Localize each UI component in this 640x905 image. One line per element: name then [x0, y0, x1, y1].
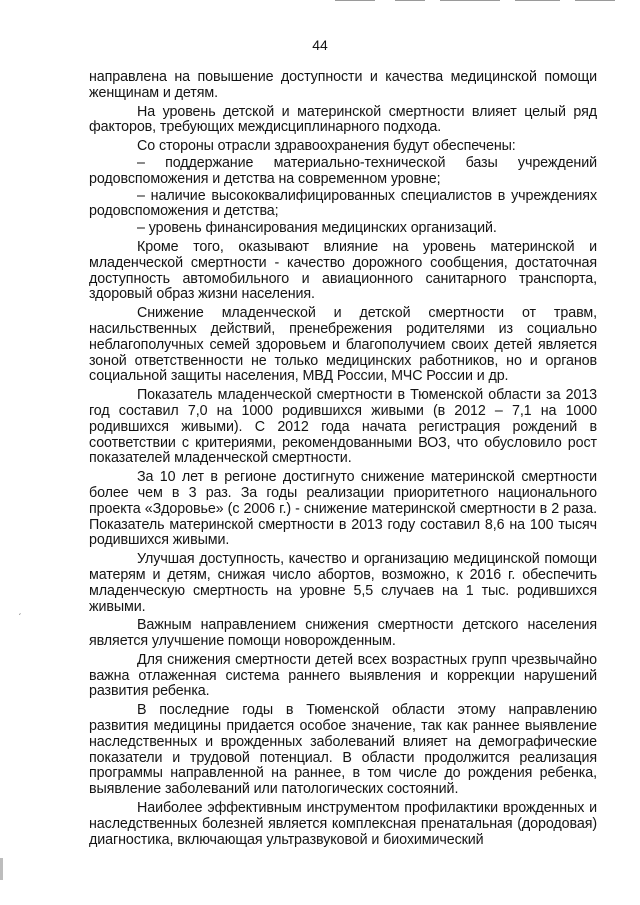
scan-edge-mark — [0, 858, 3, 880]
list-item: – уровень финансирования медицинских организаций. — [137, 220, 497, 237]
body-text — [89, 70, 597, 851]
scan-artifact: ˏ — [18, 605, 22, 616]
paragraph: Кроме того, оказывают влияние на уровень материнской и младенческой смертности - качество дорожного сообщения, достаточная доступность автомобильного и авиационного санитарного транспорта, здоровый образ жизни населения. — [89, 238, 597, 303]
paragraph: Важным направлением снижения смертности детского населения является улучшение помощи новорожденным. — [89, 617, 597, 650]
list-item: – поддержание материально-технической базы учреждений родовспоможения и детства на современном уровне; — [89, 154, 597, 187]
paragraph: направлена на повышение доступности и качества медицинской помощи женщинам и детям. — [89, 69, 597, 101]
scan-edge-mark — [395, 0, 425, 1]
paragraph: Улучшая доступность, качество и организацию медицинской помощи матерям и детям, снижая число абортов, возможно, к 2016 г. обеспечить младенческую смертность на уровне 5,5 случаев на 1 тыс. родившихся живыми. — [89, 551, 597, 615]
paragraph: В последние годы в Тюменской области этому направлению развития медицины придается особое значение, так как раннее выявление наследственных и врожденных заболеваний влияет на демографические показатели и трудовой потенциал. В области продолжится реализация программы направленной на раннее, в том числе до рождения ребенка, выявление заболеваний или патологических состояний. — [89, 702, 597, 798]
paragraph: Наиболее эффективным инструментом профилактики врожденных и наследственных болезней является комплексная пренатальная (дородовая) диагностика, включающая ультразвуковой и биохимический — [89, 800, 597, 848]
paragraph: Показатель младенческой смертности в Тюменской области за 2013 год составил 7,0 на 1000 родившихся живыми (в 2012 – 7,1 на 1000 родившихся живыми). С 2012 года начата регистрация рождений в соответствии с критериями, рекомендованными ВОЗ, что обусловило рост показателей младенческой смертности. — [89, 387, 597, 467]
paragraph: На уровень детской и материнской смертности влияет целый ряд факторов, требующих междисциплинарного подхода. — [89, 103, 597, 136]
paragraph: За 10 лет в регионе достигнуто снижение материнской смертности более чем в 3 раз. За годы реализации приоритетного национального проекта «Здоровье» (с 2006 г.) - снижение материнской смертности в 2 раза. Показатель материнской смертности в 2013 году составил 8,6 на 100 тысяч родившихся живыми. — [89, 469, 597, 549]
list-item: – наличие высококвалифицированных специалистов в учреждениях родовспоможения и детства; — [89, 187, 597, 220]
scan-edge-mark — [440, 0, 500, 1]
scan-edge-mark — [575, 0, 615, 1]
scan-edge-mark — [335, 0, 375, 1]
paragraph: Для снижения смертности детей всех возрастных групп чрезвычайно важна отлаженная система раннего выявления и коррекции нарушений развития ребенка. — [89, 651, 597, 700]
paragraph: Снижение младенческой и детской смертности от травм, насильственных действий, пренебрежения родителями из социально неблагополучных семей здоровьем и благополучием своих детей является зоной ответственности не только медицинских работников, но и органов социальной защиты населения, МВД России, МЧС России и др. — [89, 305, 597, 385]
scan-edge-mark — [515, 0, 560, 1]
paragraph: Со стороны отрасли здравоохранения будут обеспечены: — [137, 138, 516, 155]
page-number: 44 — [312, 37, 328, 53]
